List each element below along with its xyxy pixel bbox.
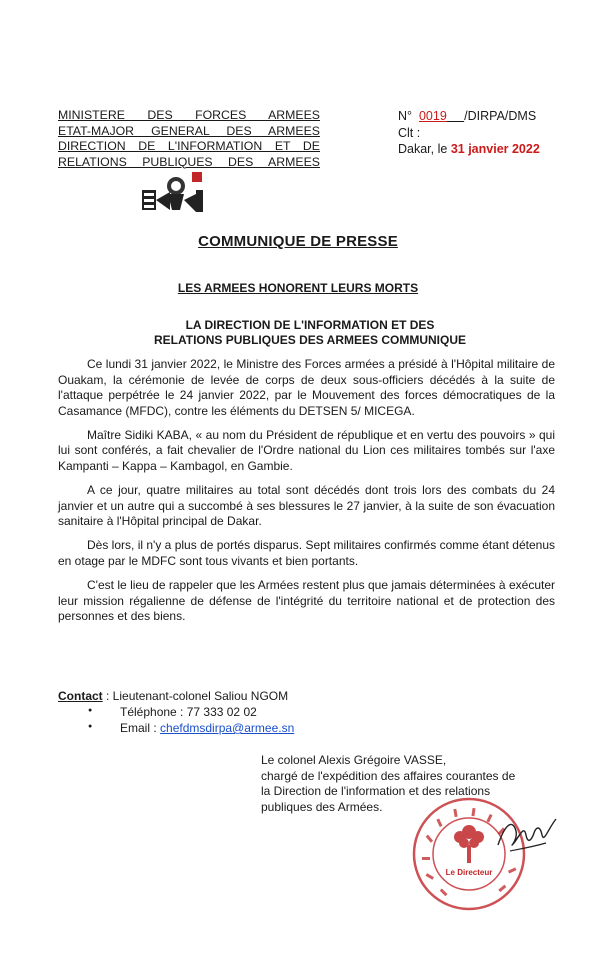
intro-line-1: LA DIRECTION DE L'INFORMATION ET DES <box>185 318 435 332</box>
phone-label: Téléphone : <box>120 705 187 719</box>
reference-number: 0019 <box>418 109 447 123</box>
header-line-staff: ETAT-MAJOR GENERAL DES ARMEES <box>58 123 320 138</box>
phone-number[interactable]: 77 333 02 02 <box>186 705 257 719</box>
email-link[interactable]: chefdmsdirpa@armee.sn <box>160 721 295 735</box>
paragraph-decoration: Maître Sidiki KABA, « au nom du Président de république et en vertu des pouvoirs » qui lui sont conférés, a fait chevalier de l'Ordre national du Lion ces militaires tombés sur l'axe Kampanti – Kappa – Kambagol, en Gambie. <box>58 427 555 474</box>
paragraph-hostages: Dès lors, il n'y a plus de portés disparus. Sept militaires confirmés comme étant détenus en otage par le MDFC sont tous vivants et bien portants. <box>58 538 555 569</box>
paragraph-mission: C'est le lieu de rappeler que les Armées restent plus que jamais déterminées à exécuter leur mission régalienne de défense de l'intégrité du territoire national et de protection des personnes et des biens. <box>58 578 555 624</box>
bullet-icon: ● <box>88 707 93 714</box>
contact-label: Contact <box>58 689 103 703</box>
paragraph-ceremony: Ce lundi 31 janvier 2022, le Ministre des Forces armées a présidé à l'Hôpital militaire de Ouakam, la cérémonie de levée de corps de deux sous-officiers décédés à la suite de l'attaque perpétrée le 24 janvier 2022, par le Mouvement des forces démocratiques de la Casamance (MFDC), contre les éléments du DETSEN 5/ MICEGA. <box>58 357 555 418</box>
intro-line-2: RELATIONS PUBLIQUES DES ARMEES COMMUNIQUE <box>153 333 467 347</box>
signatory-role-2: la Direction de l'information et des relations <box>261 784 491 798</box>
bullet-icon: ● <box>88 723 93 730</box>
communique-body <box>58 357 555 633</box>
intro-heading <box>100 318 520 348</box>
reference-suffix: /DIRPA/DMS <box>464 109 537 123</box>
paragraph-casualties: A ce jour, quatre militaires au total sont décédés dont trois lors des combats du 24 janvier et un autre qui a succombé à ses blessures le 27 janvier, à la suite de son évacuation sanitaire à l'Hôpital principal de Dakar. <box>58 483 555 529</box>
header-line-direction: DIRECTION DE L'INFORMATION ET DE <box>58 139 320 153</box>
contact-phone-line <box>58 704 378 720</box>
handwritten-signature <box>490 805 560 870</box>
reference-block <box>398 108 568 158</box>
signatory-role-3: publiques des Armées. <box>261 799 383 814</box>
stamp-center-text: Le Directeur <box>445 868 493 877</box>
signatory-name: Le colonel Alexis Grégoire VASSE, <box>261 753 447 767</box>
date-prefix: Dakar, le <box>398 142 448 156</box>
contact-block <box>58 688 378 736</box>
ministry-header <box>58 108 320 170</box>
contact-email-line <box>58 720 378 736</box>
document-date: 31 janvier 2022 <box>450 142 540 156</box>
contact-name-line <box>58 688 378 704</box>
reference-line <box>398 108 568 125</box>
dirpa-emblem-icon <box>140 170 206 221</box>
header-line-relations: RELATIONS PUBLIQUES DES ARMEES <box>58 154 320 169</box>
email-label: Email : <box>120 721 161 735</box>
clt-line: Clt : <box>398 125 421 140</box>
contact-name: : Lieutenant-colonel Saliou NGOM <box>106 689 289 703</box>
header-line-ministry: MINISTERE DES FORCES ARMEES <box>58 108 320 122</box>
date-line <box>398 141 568 158</box>
signatory-role-1: chargé de l'expédition des affaires courantes de <box>261 768 516 783</box>
document-subtitle: LES ARMEES HONORENT LEURS MORTS <box>177 281 419 295</box>
reference-prefix: N° <box>398 109 413 123</box>
document-title: COMMUNIQUE DE PRESSE <box>198 233 398 250</box>
